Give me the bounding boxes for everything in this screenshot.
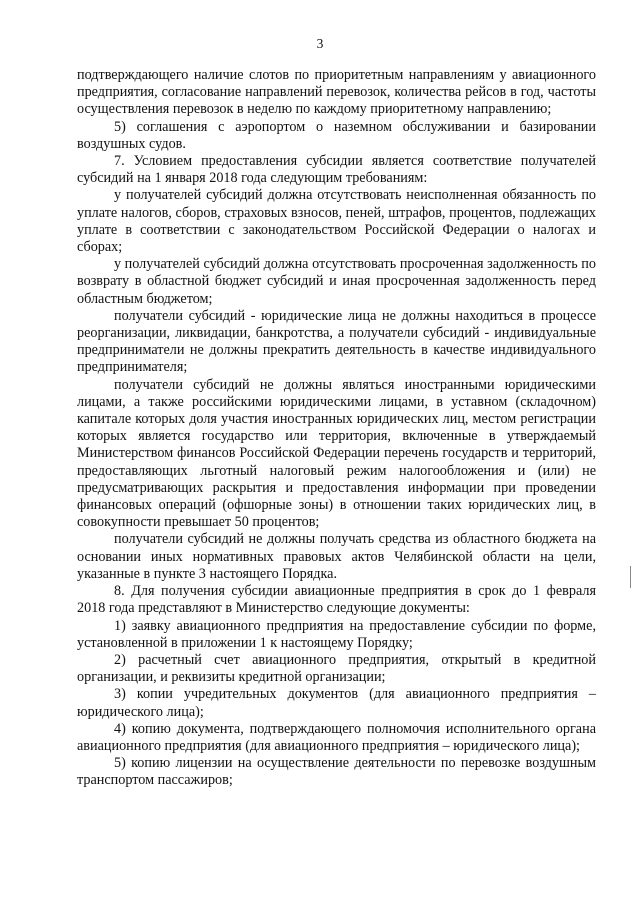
- paragraph-doc-3-founding-documents: 3) копии учредительных документов (для авиационного предприятия – юридического лица);: [77, 686, 596, 720]
- paragraph-doc-1-application: 1) заявку авиационного предприятия на предоставление субсидии по форме, установленной в приложении 1 к настоящему Порядку;: [77, 617, 596, 651]
- paragraph-7-conditions: 7. Условием предоставления субсидии является соответствие получателей субсидий на 1 января 2018 года следующим требованиям:: [77, 153, 596, 187]
- scan-margin-mark: [630, 566, 631, 588]
- paragraph-no-other-funding: получатели субсидий не должны получать средства из областного бюджета на основании иных нормативных правовых актов Челябинской области на цели, указанные в пункте 3 настоящего Порядка.: [77, 531, 596, 582]
- paragraph-doc-5-license: 5) копию лицензии на осуществление деятельности по перевозке воздушным транспортом пассажиров;: [77, 755, 596, 789]
- document-body: [77, 67, 596, 790]
- paragraph-doc-2-bank-account: 2) расчетный счет авиационного предприятия, открытый в кредитной организации, и реквизиты кредитной организации;: [77, 651, 596, 686]
- paragraph-no-tax-debt: у получателей субсидий должна отсутствовать неисполненная обязанность по уплате налогов, сборов, страховых взносов, пеней, штрафов, процентов, подлежащих уплате в соответствии с законодательством Российской Федерации о налогах и сборах;: [77, 187, 596, 256]
- paragraph-no-budget-debt: у получателей субсидий должна отсутствовать просроченная задолженность по возврату в областной бюджет субсидий и иная просроченная задолженность перед областным бюджетом;: [77, 256, 596, 307]
- paragraph-no-reorganization: получатели субсидий - юридические лица не должны находиться в процессе реорганизации, ликвидации, банкротства, а получатели субсидий - индивидуальные предприниматели не должны прекратить деятельность в качестве индивидуального предпринимателя;: [77, 307, 596, 376]
- paragraph-1-continuation: подтверждающего наличие слотов по приоритетным направлениям у авиационного предприятия, согласование направлений перевозок, количества рейсов в год, частоты осуществления перевозок в неделю по каждому приоритетному направлению;: [77, 67, 596, 118]
- paragraph-no-foreign-entities: получатели субсидий не должны являться иностранными юридическими лицами, а также российскими юридическими лицами, в уставном (складочном) капитале которых доля участия иностранных юридических лиц, местом регистрации которых является государство или территория, включенные в утверждаемый Министерством финансов Российской Федерации перечень государств и территорий, предоставляющих льготный налоговый режим налогообложения и (или) не предусматривающих раскрытия и предоставления информации при проведении финансовых операций (офшорные зоны) в отношении таких юридических лиц, в совокупности превышает 50 процентов;: [77, 376, 596, 531]
- paragraph-8-documents: 8. Для получения субсидии авиационные предприятия в срок до 1 февраля 2018 года представляют в Министерство следующие документы:: [77, 583, 596, 617]
- paragraph-doc-4-authority: 4) копию документа, подтверждающего полномочия исполнительного органа авиационного предприятия (для авиационного предприятия – юридического лица);: [77, 720, 596, 754]
- page-number: 3: [316, 36, 324, 51]
- paragraph-item-5-airport-agreement: 5) соглашения с аэропортом о наземном обслуживании и базировании воздушных судов.: [77, 118, 596, 152]
